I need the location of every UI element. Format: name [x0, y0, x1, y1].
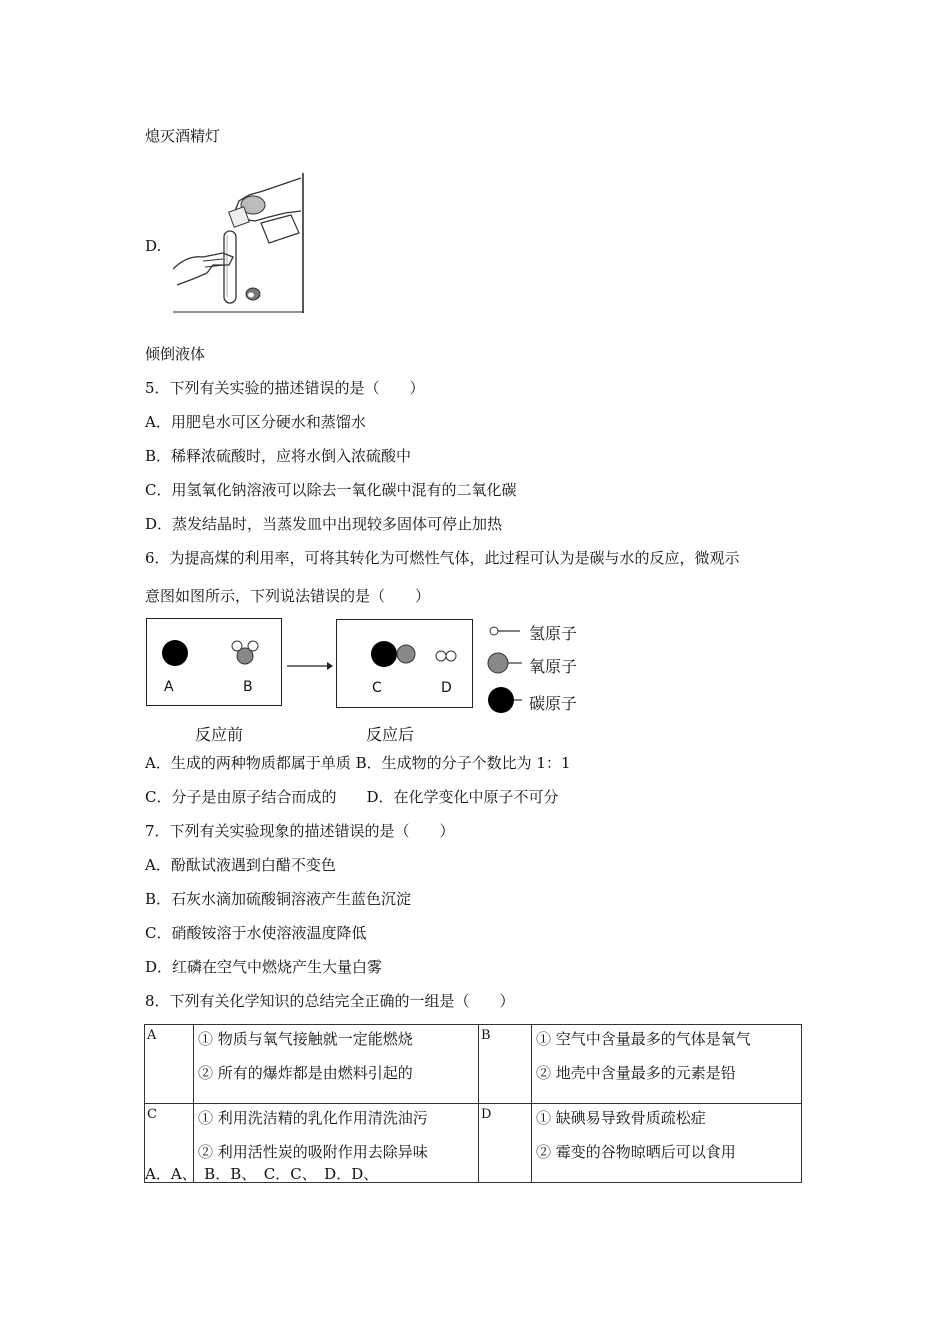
cell-statements-d: [532, 1104, 802, 1183]
hydrogen-atom-b2: [248, 641, 258, 651]
caption-after: 反应后: [366, 725, 415, 744]
q6-stem-line2: 意图如图所示，下列说法错误的是（ ）: [145, 587, 431, 605]
option-d-label: D.: [145, 237, 162, 255]
cell-statements-a: [194, 1025, 479, 1104]
q6-options-line2: C．分子是由原子结合而成的 D．在化学变化中原子不可分: [145, 788, 559, 806]
statement-d1: ① 缺碘易导致骨质疏松症: [536, 1109, 706, 1127]
legend-symbols: [486, 618, 526, 718]
statement-b2: ② 地壳中含量最多的元素是铅: [536, 1064, 736, 1082]
q8-options-table: [144, 1024, 802, 1183]
q8-stem: 8．下列有关化学知识的总结完全正确的一组是（ ）: [145, 992, 515, 1010]
carbon-atom-c: [371, 641, 397, 667]
cell-key-a: A: [145, 1025, 194, 1104]
hydrogen-atom-d1: [436, 651, 446, 661]
statement-a2: ② 所有的爆炸都是由燃料引起的: [198, 1064, 413, 1082]
legend-oxygen-icon: [488, 653, 508, 673]
pour-liquid-illustration: [173, 173, 304, 313]
pour-liquid-drawing: [173, 173, 304, 313]
q6-options-line1: A．生成的两种物质都属于单质 B．生成物的分子个数比为 1：1: [145, 754, 571, 772]
label-a: A: [164, 679, 174, 695]
statement-d2: ② 霉变的谷物晾晒后可以食用: [536, 1143, 736, 1161]
legend-hydrogen-icon: [490, 627, 498, 635]
q7-option-d: D．红磷在空气中燃烧产生大量白雾: [145, 958, 383, 976]
after-reaction-box: [336, 619, 473, 708]
q5-option-c: C．用氢氧化钠溶液可以除去一氧化碳中混有的二氧化碳: [145, 481, 517, 499]
q7-option-b: B．石灰水滴加硫酸铜溶液产生蓝色沉淀: [145, 890, 412, 908]
q7-stem: 7．下列有关实验现象的描述错误的是（ ）: [145, 822, 455, 840]
label-c: C: [372, 680, 382, 696]
q5-stem: 5．下列有关实验的描述错误的是（ ）: [145, 379, 425, 397]
cell-key-b: B: [479, 1025, 532, 1104]
hydrogen-atom-b1: [232, 641, 242, 651]
legend-carbon: 碳原子: [529, 694, 578, 713]
cell-key-d: D: [479, 1104, 532, 1183]
before-reaction-box: [146, 618, 282, 706]
statement-c2: ② 利用活性炭的吸附作用去除异味: [198, 1143, 428, 1161]
statement-c1: ① 利用洗洁精的乳化作用清洗油污: [198, 1109, 428, 1127]
table-row: [145, 1025, 802, 1104]
legend-carbon-icon: [488, 687, 514, 713]
statement-a1: ① 物质与氧气接触就一定能燃烧: [198, 1030, 413, 1048]
q7-option-c: C．硝酸铵溶于水使溶液温度降低: [145, 924, 367, 942]
q8-answer-choices: A．A、 B．B、 C．C、 D．D、: [145, 1165, 379, 1183]
reaction-arrow-icon: [287, 660, 333, 672]
cell-statements-b: [532, 1025, 802, 1104]
caption-pour-liquid: 倾倒液体: [145, 345, 206, 363]
q7-option-a: A．酚酞试液遇到白醋不变色: [145, 856, 336, 874]
carbon-atom-a: [162, 640, 188, 666]
legend-hydrogen: 氢原子: [529, 624, 578, 643]
q6-stem-line1: 6．为提高煤的利用率，可将其转化为可燃性气体，此过程可认为是碳与水的反应，微观示: [145, 549, 740, 567]
q5-option-b: B．稀释浓硫酸时，应将水倒入浓硫酸中: [145, 447, 412, 465]
q5-option-a: A．用肥皂水可区分硬水和蒸馏水: [145, 413, 366, 431]
q5-option-d: D．蒸发结晶时，当蒸发皿中出现较多固体可停止加热: [145, 515, 503, 533]
caption-extinguish-lamp: 熄灭酒精灯: [145, 127, 221, 145]
label-b: B: [243, 679, 253, 695]
legend-oxygen: 氧原子: [529, 657, 578, 676]
caption-before: 反应前: [195, 725, 244, 744]
oxygen-atom-c: [397, 645, 415, 663]
cell-key-c: C: [145, 1104, 194, 1183]
statement-b1: ① 空气中含量最多的气体是氧气: [536, 1030, 751, 1048]
hydrogen-atom-d2: [446, 651, 456, 661]
label-d: D: [441, 680, 452, 696]
